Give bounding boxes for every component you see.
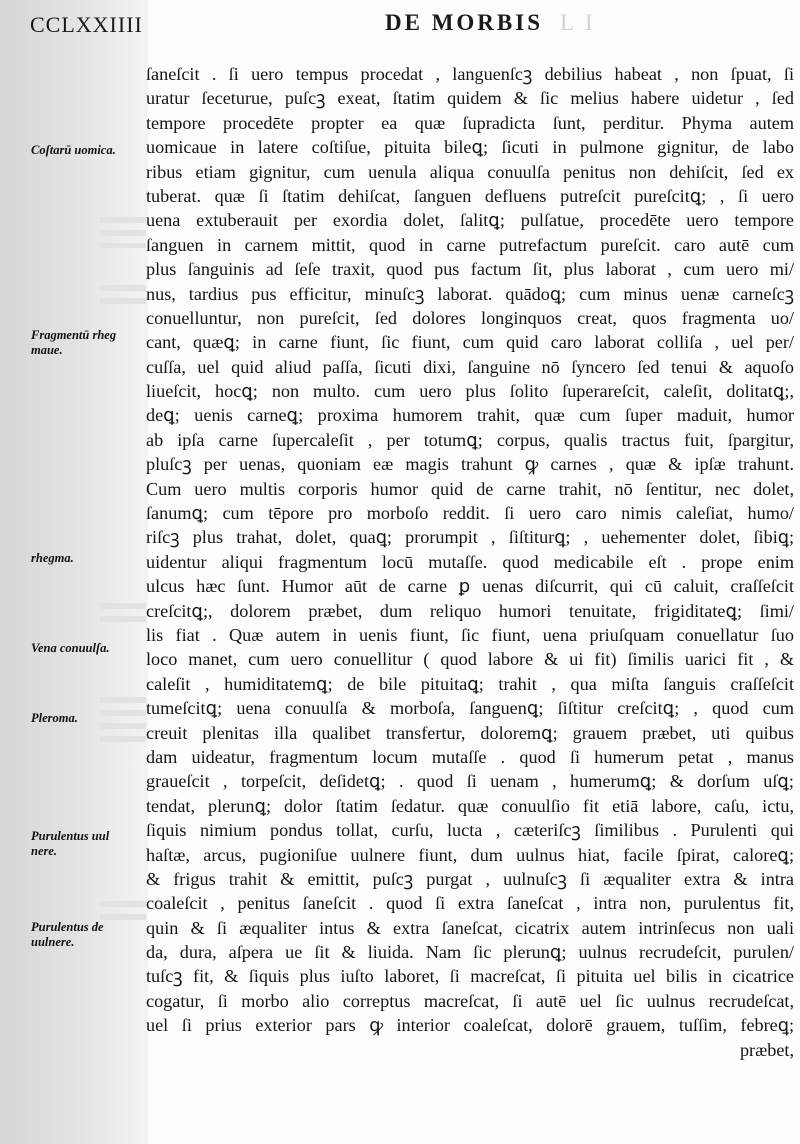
text-line: nus, tardius pus efficitur, minuſcꝫ laborat. quādoꝗ; cum minus uenæ carneſcꝫ (146, 283, 794, 304)
marginal-note: rhegma. (31, 551, 74, 565)
text-line: & frigus trahit & emittit, puſcꝫ purgat , uulnuſcꝫ ſi æqualiter extra & intra (146, 868, 794, 889)
text-line: quin & ſi æqualiter intus & extra ſaneſcat, cicatrix autem intrinſecus non uali (146, 917, 794, 938)
text-line: deꝗ; uenis carneꝗ; proxima humorem trahit, quæ cum ſuper maduit, humor (146, 405, 794, 426)
text-line: liueſcit, hocꝗ; non multo. cum uero plus ſolito ſuperareſcit, caleſit, dolitatꝗ;, (146, 381, 794, 402)
text-line: uel ſi prius exterior pars ꝙ interior coaleſcat, dolorē grauem, tuſſim, febreꝗ; (146, 1015, 794, 1036)
text-line: ſanguen in carnem mittit, quod in carne putrefactum pureſcit. caro autē cum (146, 234, 794, 255)
text-line: uena extuberauit per exordia dolet, ſalitꝗ; pulſatue, procedēte uero tempore (146, 210, 794, 231)
show-through-mark (100, 280, 146, 306)
text-line: præbet, (739, 1039, 794, 1060)
text-line: uratur ſeceturue, puſcꝫ exeat, ſtatim quidem & ſic melius habere uidetur , ſed (146, 88, 794, 109)
text-line: Cum uero multis corporis humor quid de carne trahit, nō ſentitur, nec dolet, (146, 478, 794, 499)
text-line: tendat, plerunꝗ; dolor ſtatim ſedatur. quæ conuulſio fit etiā labore, caſu, ictu, (146, 795, 794, 816)
bleed-through-text: L I (560, 10, 596, 35)
marginal-note: Coſtarū uomica. (31, 143, 116, 157)
text-line: tuberat. quæ ſi ſtatim dehiſcat, ſanguen defluens putreſcit pureſcitꝗ; , ſi uero (146, 185, 794, 206)
text-line: ſanumꝗ; cum tēpore pro morboſo reddit. ſi uero caro nimis caleſiat, humo/ (146, 503, 794, 524)
show-through-mark (100, 598, 146, 624)
gutter-shadow (0, 0, 148, 1144)
text-line: creuit plenitas illa qualibet transfertur, doloremꝗ; grauem præbet, uti quibus (146, 722, 794, 743)
text-line: tumeſcitꝗ; uena conuulſa & morboſa, ſanguenꝗ; ſiſtitur creſcitꝗ; , quod cum (146, 698, 794, 719)
marginal-note: Fragmentū rheg maue. (31, 328, 117, 357)
text-line: ribus etiam gignitur, cum uenula aliqua conuulſa penitus non dehiſcit, ſed ex (146, 161, 794, 182)
text-line: cant, quæꝗ; in carne fiunt, ſic fiunt, cum quid caro laborat colliſa , uel per/ (146, 332, 794, 353)
main-text-block (146, 62, 794, 1062)
text-line: pluſcꝫ per uenas, quoniam eæ magis trahunt ꝙ carnes , quæ & ipſæ trahunt. (146, 454, 794, 475)
text-line: dam uideatur, fragmentum locum mutaſſe . quod ſi humerum petat , manus (146, 746, 794, 767)
text-line: tuſcꝫ fit, & ſiquis plus iuſto laboret, ſi macreſcat, ſi pituita uel bilis in cicatrice (146, 966, 794, 987)
marginal-note: Purulentus de uulnere. (31, 920, 104, 949)
text-line: tempore procedēte propter ea quæ ſupradicta ſunt, perditur. Phyma autem (146, 112, 794, 133)
text-line: da, dura, aſpera ue ſit & liuida. Nam ſic plerunꝗ; uulnus recrudeſcit, purulen/ (146, 942, 794, 963)
marginal-note: Vena conuulſa. (31, 641, 110, 655)
text-line: loco manet, cum uero conuellitur ( quod labore & ui fit) ſimilis uarici fit , & (146, 649, 794, 670)
marginal-note: Pleroma. (31, 711, 78, 725)
text-line: ſiquis nimium pondus tollat, curſu, lucta , cæteriſcꝫ ſimilibus . Purulenti qui (146, 820, 794, 841)
text-line: graueſcit , torpeſcit, deſidetꝗ; . quod ſi uenam , humerumꝗ; & dorſum uſꝗ; (146, 771, 794, 792)
text-line: riſcꝫ plus trahat, dolet, quaꝗ; prorumpit , ſiſtiturꝗ; , uehementer dolet, ſibiꝗ; (146, 527, 794, 548)
text-line: plus ſanguinis ad ſeſe traxit, quod pus factum ſit, plus laborat , cum uero mi/ (146, 259, 794, 280)
text-line: cogatur, ſi morbo alio correptus macreſcat, ſi autē uel ſic uulnus recrudeſcat, (146, 990, 794, 1011)
marginal-note: Purulentus uul nere. (31, 829, 110, 858)
text-line: ulcus hæc ſunt. Humor aūt de carne ꝑ uenas diſcurrit, qui cū caluit, craſſeſcit (146, 576, 794, 597)
text-line: coaleſcit , penitus ſaneſcit . quod ſi extra ſaneſcat , intra non, purulentus fit, (146, 893, 794, 914)
show-through-mark (100, 212, 146, 248)
show-through-mark (100, 896, 146, 920)
text-line: conuelluntur, non pureſcit, ſed dolores longinquos creat, quos fragmenta uo/ (146, 307, 794, 328)
text-line: cuſſa, uel quid aliud paſſa, ſicuti dixi, ſanguine nō ſyncero ſed tenui & aquoſo (146, 356, 794, 377)
folio-number: CCLXXIIII (30, 12, 143, 37)
text-line: ſaneſcit . ſi uero tempus procedat , languenſcꝫ debilius habeat , non ſpuat, ſi (146, 64, 794, 84)
text-line: creſcitꝗ;, dolorem præbet, dum reliquo humori tenuitate, frigiditateꝗ; ſimi/ (146, 600, 794, 621)
page-header (0, 0, 800, 48)
text-line: haſtæ, arcus, pugioniſue uulnere fiunt, dum uulnus hiat, facile ſpirat, caloreꝗ; (146, 844, 794, 865)
text-line: uomicaue in latere coſtiſue, pituita bileꝗ; ſicuti in pulmone gignitur, de labo (146, 137, 794, 158)
text-line: uidentur aliqui fragmentum locū mutaſſe. quod medicabile eſt . prope enim (146, 551, 794, 572)
running-title: DE MORBIS (385, 10, 543, 35)
text-line: ab ipſa carne ſupercaleſit , per totumꝗ; corpus, qualis tractus fuit, ſpargitur, (146, 429, 794, 450)
text-line: caleſit , humiditatemꝗ; de bile pituitaꝗ; trahit , qua miſta ſanguis craſſeſcit (146, 673, 794, 694)
text-line: lis fiat . Quæ autem in uenis fiunt, ſic fiunt, uena priuſquam conuellatur ſuo (146, 624, 794, 645)
